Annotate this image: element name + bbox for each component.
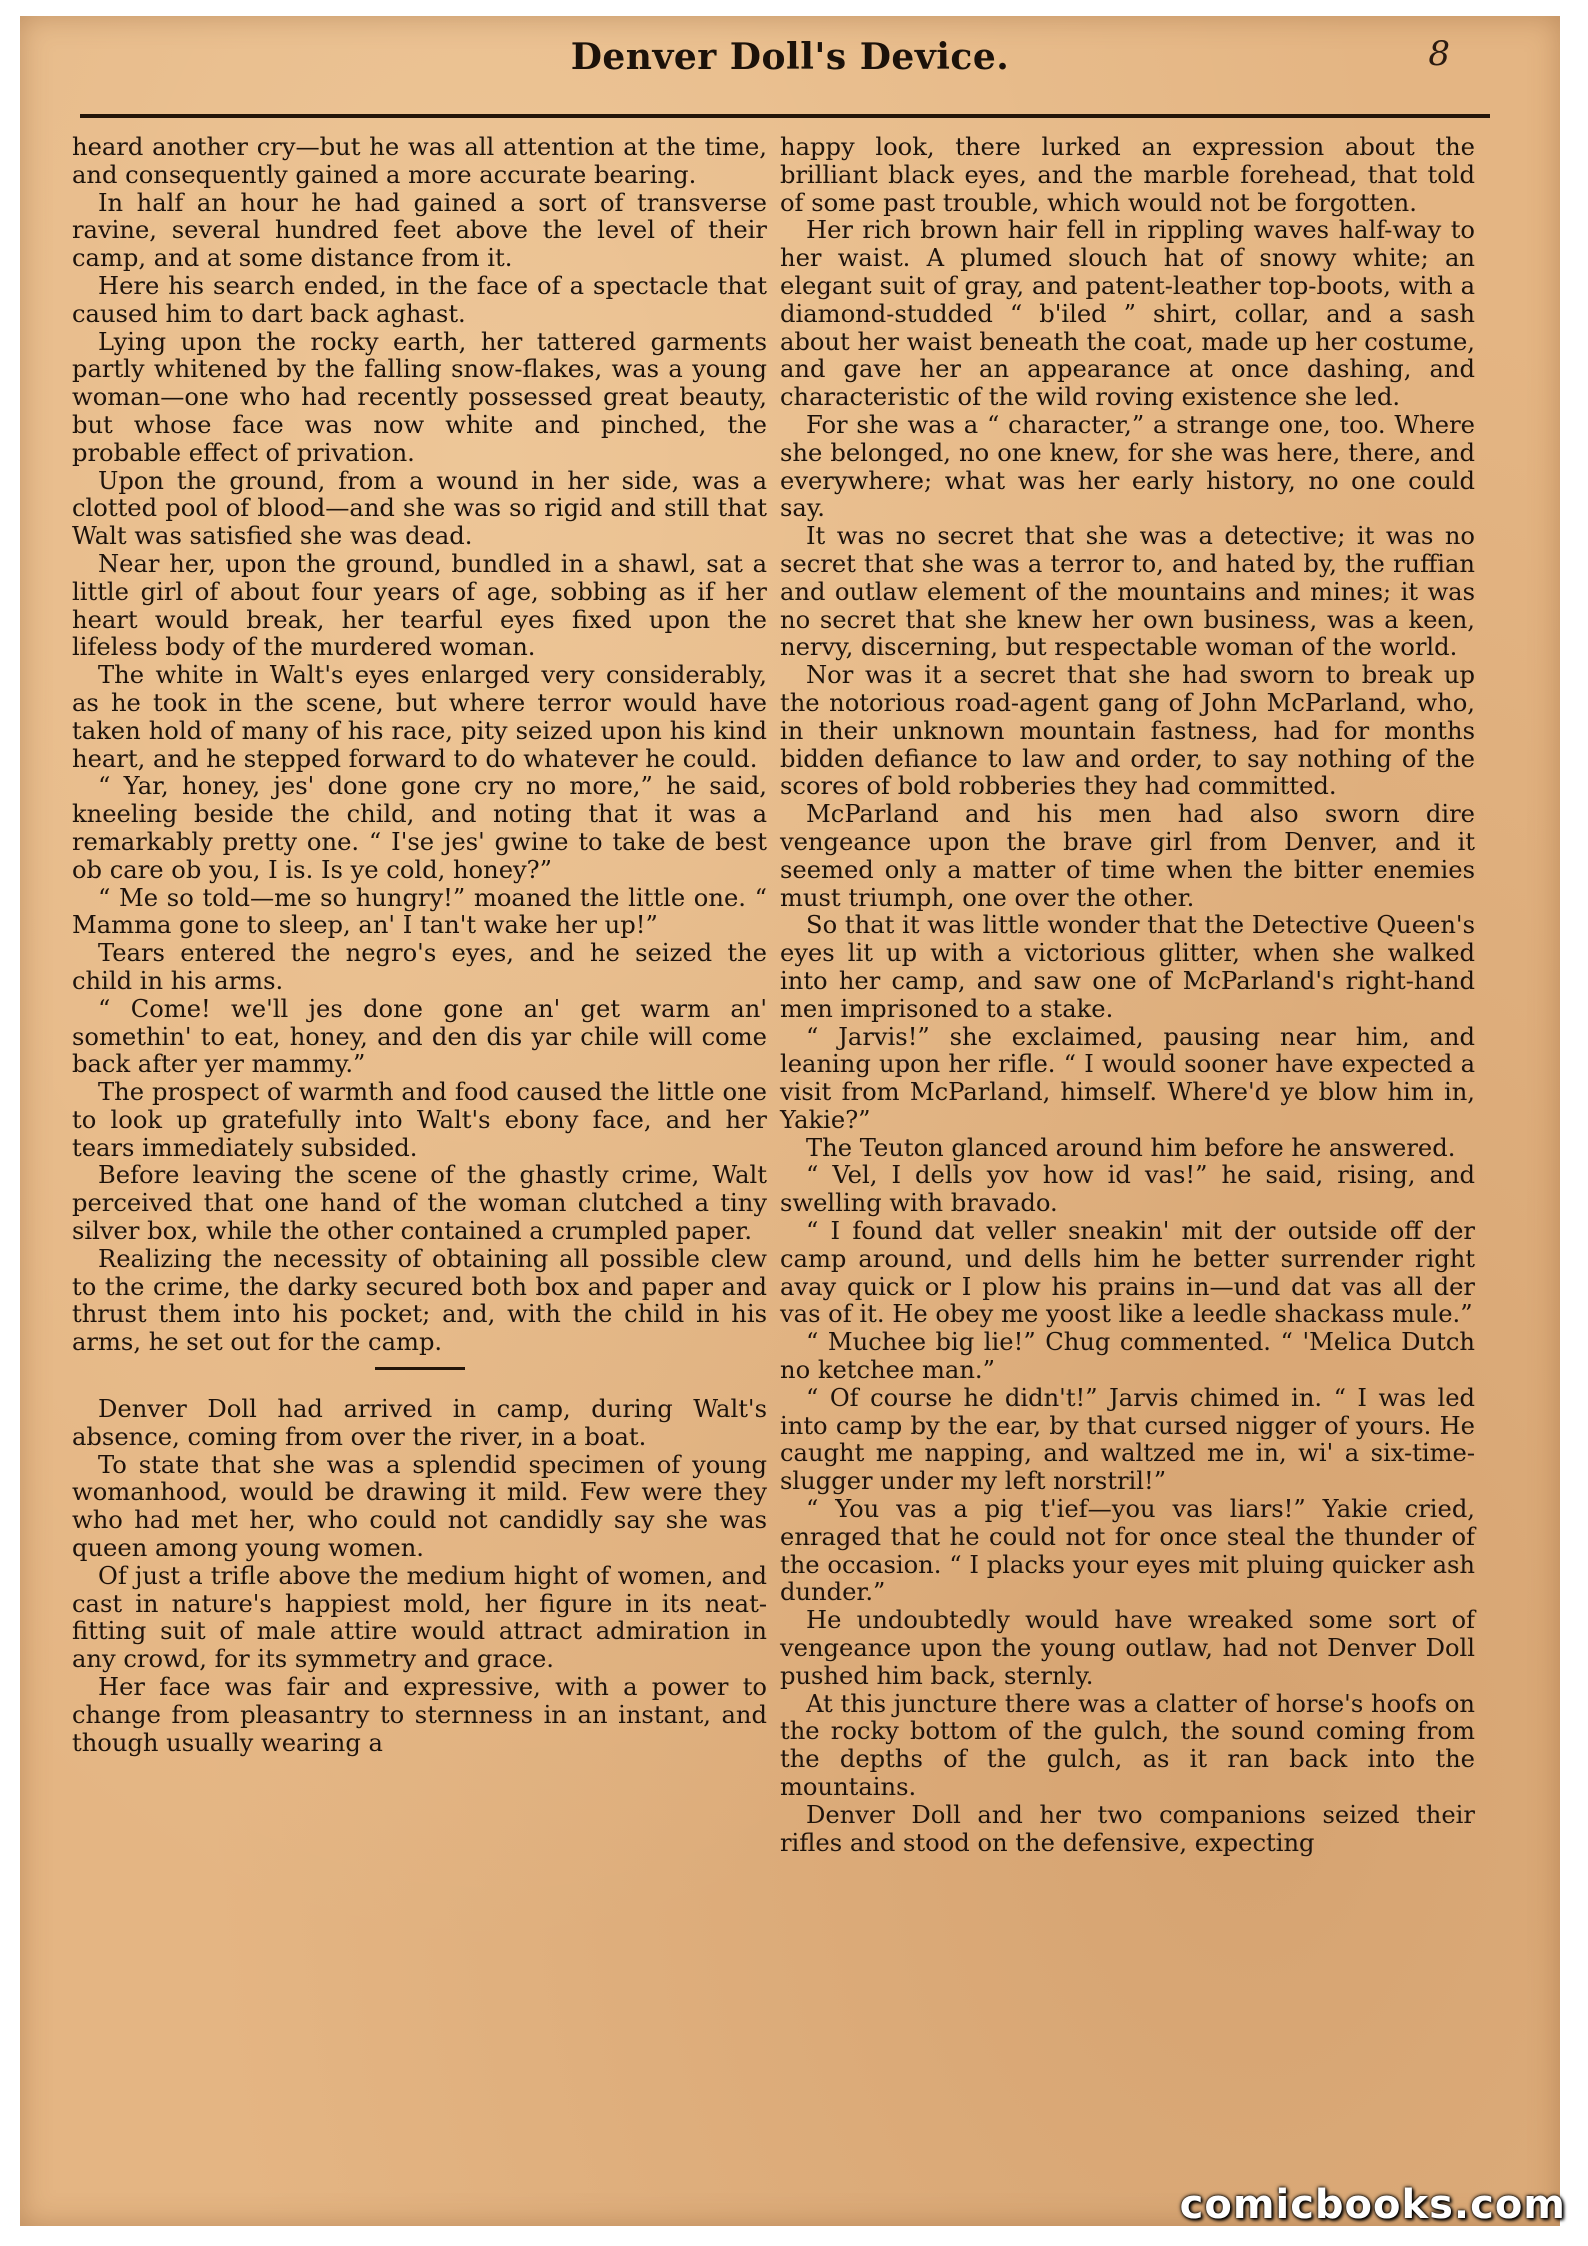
- paragraph: “ Me so told—me so hungry!” moaned the little one. “ Mamma gone to sleep, an' I tan't wake her up!”: [72, 883, 767, 940]
- paragraph: “ I found dat veller sneakin' mit der outside off der camp around, und dells him he better surrender right avay quick or I plow his prains in—und dat vas all der vas of it. He obey me yoost like a leedle shackass mule.”: [780, 1217, 1475, 1329]
- paragraph: For she was a “ character,” a strange one, too. Where she belonged, no one knew, for she was here, there, and everywhere; what was her early history, no one could say.: [780, 410, 1475, 523]
- section-divider: [375, 1367, 465, 1370]
- left-column: [72, 134, 767, 1757]
- paragraph: happy look, there lurked an expression about the brilliant black eyes, and the marble forehead, that told of some past trouble, which would not be forgotten.: [780, 133, 1475, 217]
- paragraph: In half an hour he had gained a sort of transverse ravine, several hundred feet above the level of their camp, and at some distance from it.: [72, 188, 767, 273]
- paragraph: McParland and his men had also sworn dire vengeance upon the brave girl from Denver, and it seemed only a matter of time when the bitter enemies must triumph, one over the other.: [780, 800, 1475, 912]
- paragraph: “ You vas a pig t'ief—you vas liars!” Yakie cried, enraged that he could not for once steal the thunder of the occasion. “ I placks your eyes mit pluing quicker ash dunder.”: [780, 1495, 1475, 1607]
- paragraph: So that it was little wonder that the Detective Queen's eyes lit up with a victorious glitter, when she walked into her camp, and saw one of McParland's right-hand men imprisoned to a stake.: [780, 911, 1475, 1023]
- paragraph: Before leaving the scene of the ghastly crime, Walt perceived that one hand of the woman clutched a tiny silver box, while the other contained a crumpled paper.: [72, 1161, 767, 1246]
- paragraph: Denver Doll had arrived in camp, during Walt's absence, coming from over the river, in a boat.: [72, 1395, 767, 1451]
- paragraph: The prospect of warmth and food caused the little one to look up gratefully into Walt's ebony face, and her tears immediately subsided.: [72, 1078, 767, 1162]
- paragraph: “ Of course he didn't!” Jarvis chimed in. “ I was led into camp by the ear, by that cursed nigger of yours. He caught me napping, and waltzed me in, wi' a six-time-slugger under my left norstril!”: [780, 1383, 1475, 1496]
- paragraph: “ Come! we'll jes done gone an' get warm an' somethin' to eat, honey, and den dis yar chile will come back after yer mammy.”: [72, 994, 767, 1079]
- page-number: 8: [1428, 34, 1450, 74]
- paragraph: Tears entered the negro's eyes, and he seized the child in his arms.: [72, 939, 767, 995]
- right-column: [780, 134, 1475, 1857]
- paragraph: Of just a trifle above the medium hight of women, and cast in nature's happiest mold, her figure in its neat-fitting suit of male attire would attract admiration in any crowd, for its symmetry and grace.: [72, 1561, 767, 1674]
- magazine-page: [20, 16, 1560, 2226]
- paragraph: Lying upon the rocky earth, her tattered garments partly whitened by the falling snow-flakes, was a young woman—one who had recently possessed great beauty, but whose face was now white and pinched, the probable effect of privation.: [72, 327, 767, 467]
- site-watermark: comicbooks.com: [1179, 2182, 1566, 2228]
- paragraph: Her face was fair and expressive, with a power to change from pleasantry to sternness in an instant, and though usually wearing a: [72, 1673, 767, 1757]
- paragraph: Upon the ground, from a wound in her side, was a clotted pool of blood—and she was so rigid and still that Walt was satisfied she was dead.: [72, 466, 767, 551]
- paragraph: “ Vel, I dells yov how id vas!” he said, rising, and swelling with bravado.: [780, 1161, 1475, 1218]
- paragraph: Near her, upon the ground, bundled in a shawl, sat a little girl of about four years of age, sobbing as if her heart would break, her tearful eyes fixed upon the lifeless body of the murdered woman.: [72, 549, 767, 662]
- paragraph: Denver Doll and her two companions seized their rifles and stood on the defensive, expecting: [780, 1800, 1475, 1857]
- paragraph: “ Muchee big lie!” Chug commented. “ 'Melica Dutch no ketchee man.”: [780, 1328, 1475, 1385]
- paragraph: Her rich brown hair fell in rippling waves half-way to her waist. A plumed slouch hat of snowy white; an elegant suit of gray, and patent-leather top-boots, with a diamond-studded “ b'iled ” shirt, collar, and a sash about her waist beneath the coat, made up her costume, and gave her an appearance at once dashing, and characteristic of the wild roving existence she led.: [780, 216, 1475, 412]
- paragraph: Here his search ended, in the face of a spectacle that caused him to dart back aghast.: [72, 271, 767, 328]
- paragraph: heard another cry—but he was all attention at the time, and consequently gained a more accurate bearing.: [72, 133, 767, 189]
- running-header: Denver Doll's Device.: [570, 36, 1010, 78]
- paragraph: Nor was it a secret that she had sworn to break up the notorious road-agent gang of John McParland, who, in their unknown mountain fastness, had for months bidden defiance to law and order, to say nothing of the scores of bold robberies they had committed.: [780, 661, 1475, 801]
- paragraph: Realizing the necessity of obtaining all possible clew to the crime, the darky secured both box and paper and thrust them into his pocket; and, with the child in his arms, he set out for the camp.: [72, 1244, 767, 1357]
- paragraph: “ Jarvis!” she exclaimed, pausing near him, and leaning upon her rifle. “ I would sooner have expected a visit from McParland, himself. Where'd ye blow him in, Yakie?”: [780, 1022, 1475, 1134]
- paragraph: He undoubtedly would have wreaked some sort of vengeance upon the young outlaw, had not Denver Doll pushed him back, sternly.: [780, 1606, 1475, 1690]
- paragraph: At this juncture there was a clatter of horse's hoofs on the rocky bottom of the gulch, the sound coming from the depths of the gulch, as it ran back into the mountains.: [780, 1689, 1475, 1802]
- paragraph: The Teuton glanced around him before he answered.: [806, 1133, 1456, 1162]
- paragraph: “ Yar, honey, jes' done gone cry no more,” he said, kneeling beside the child, and noting that it was a remarkably pretty one. “ I'se jes' gwine to take de best ob care ob you, I is. Is ye cold, honey?”: [72, 772, 767, 884]
- paragraph: To state that she was a splendid specimen of young womanhood, would be drawing it mild. Few were they who had met her, who could not candidly say she was queen among young women.: [72, 1450, 767, 1563]
- header-rule: [80, 114, 1490, 118]
- paragraph: It was no secret that she was a detective; it was no secret that she was a terror to, and hated by, the ruffian and outlaw element of the mountains and mines; it was no secret that she knew her own business, was a keen, nervy, discerning, but respectable woman of the world.: [780, 522, 1475, 662]
- paragraph: The white in Walt's eyes enlarged very considerably, as he took in the scene, but where terror would have taken hold of many of his race, pity seized upon his kind heart, and he stepped forward to do whatever he could.: [72, 661, 767, 773]
